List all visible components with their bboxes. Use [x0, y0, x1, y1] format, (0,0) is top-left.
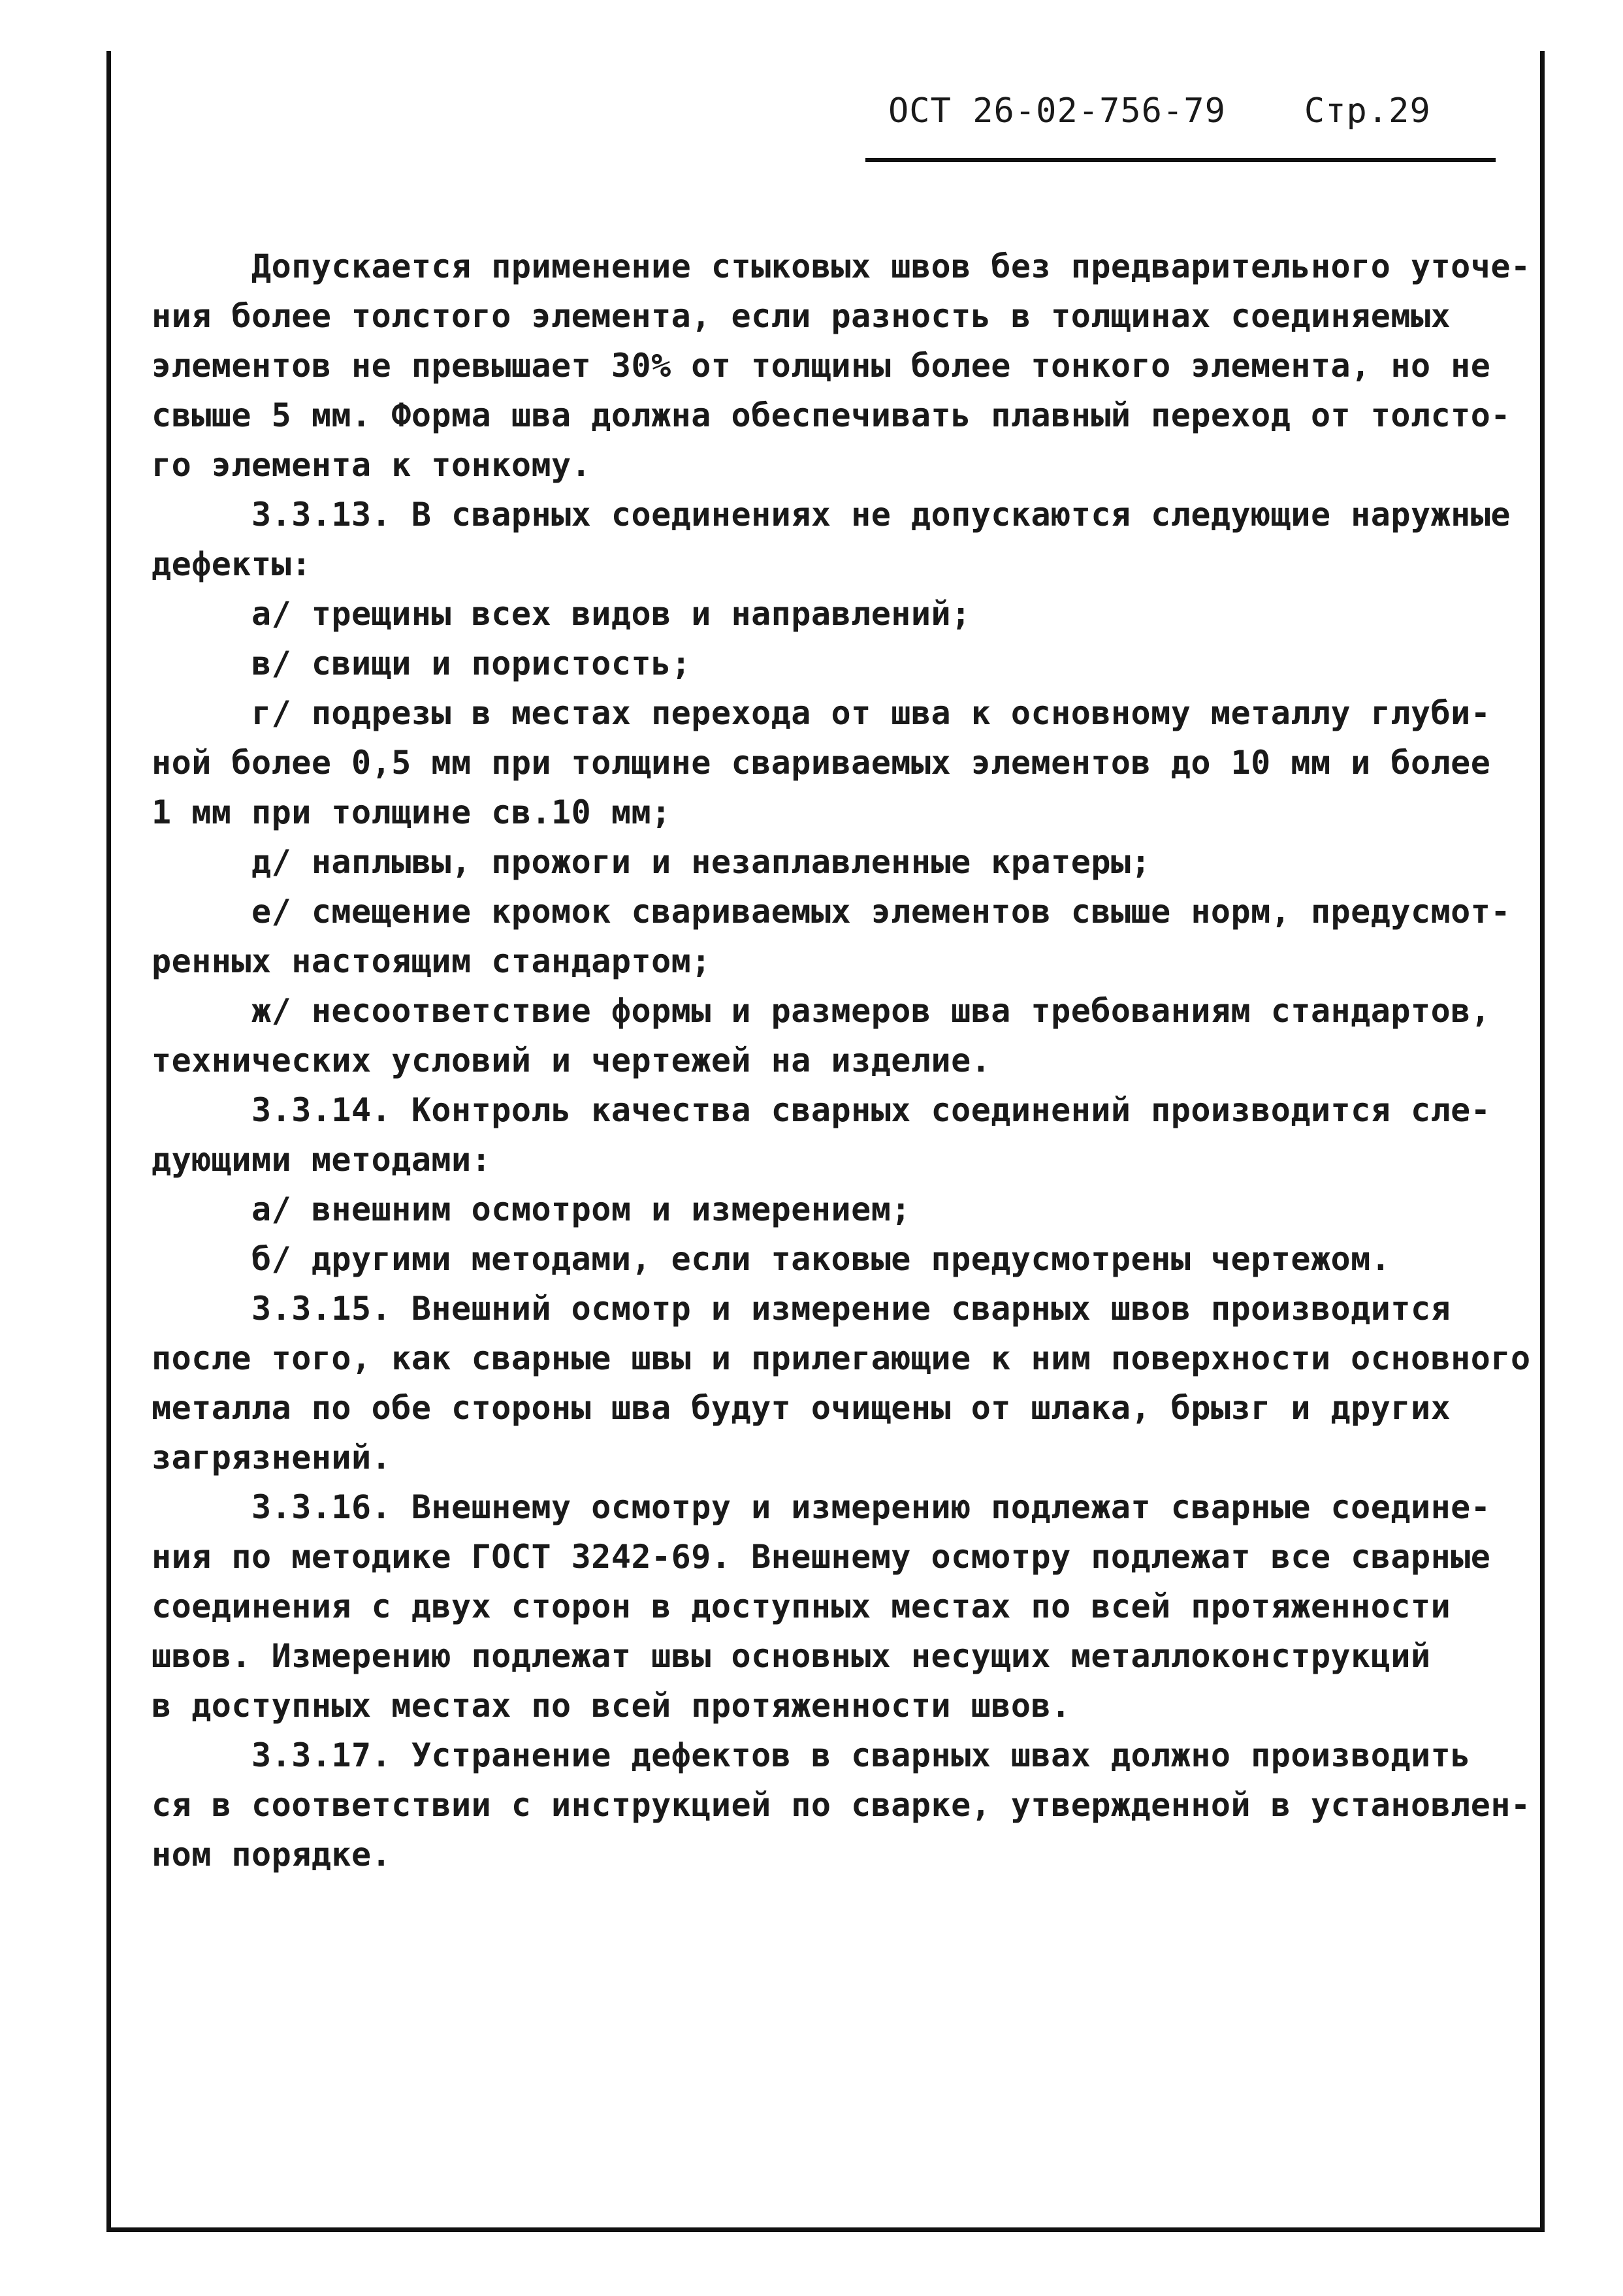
page-frame-right-border: [1540, 51, 1545, 2232]
text-line: а/ трещины всех видов и направлений;: [152, 595, 971, 633]
text-line: ся в соответствии с инструкцией по сварке, утвержденной в установлен-: [152, 1786, 1531, 1824]
text-line: дефекты:: [152, 545, 312, 583]
text-line: ния по методике ГОСТ 3242-69. Внешнему осмотру подлежат все сварные: [152, 1538, 1491, 1576]
text-line: д/ наплывы, прожоги и незаплавленные кратеры;: [152, 843, 1151, 881]
text-line: в/ свищи и пористость;: [152, 645, 692, 682]
text-line: ном порядке.: [152, 1836, 392, 1873]
header-underline: [865, 158, 1496, 162]
text-line: швов. Измерению подлежат швы основных несущих металлоконструкций: [152, 1637, 1431, 1675]
text-line: 3.3.16. Внешнему осмотру и измерению подлежат сварные соедине-: [152, 1488, 1491, 1526]
text-line: после того, как сварные швы и прилегающие к ним поверхности основного: [152, 1339, 1531, 1377]
document-body: [152, 242, 1530, 1879]
text-line: го элемента к тонкому.: [152, 446, 592, 484]
text-line: металла по обе стороны шва будут очищены от шлака, брызг и других: [152, 1389, 1451, 1427]
text-line: б/ другими методами, если таковые предусмотрены чертежом.: [152, 1240, 1391, 1278]
page-frame-bottom-border: [106, 2227, 1545, 2232]
text-line: 3.3.15. Внешний осмотр и измерение сварных швов производится: [152, 1290, 1451, 1328]
text-line: загрязнений.: [152, 1439, 392, 1476]
text-line: г/ подрезы в местах перехода от шва к основному металлу глуби-: [152, 694, 1491, 732]
text-line: е/ смещение кромок свариваемых элементов свыше норм, предусмот-: [152, 893, 1511, 931]
page-frame-left-border: [106, 51, 111, 2232]
text-line: 1 мм при толщине св.10 мм;: [152, 793, 671, 831]
text-line: ренных настоящим стандартом;: [152, 942, 711, 980]
text-line: Допускается применение стыковых швов без предварительного уточе-: [152, 247, 1531, 285]
document-code: ОСТ 26-02-756-79: [888, 91, 1226, 131]
text-line: 3.3.17. Устранение дефектов в сварных швах должно производить: [152, 1736, 1471, 1774]
text-line: а/ внешним осмотром и измерением;: [152, 1190, 911, 1228]
text-line: 3.3.14. Контроль качества сварных соединений производится сле-: [152, 1091, 1491, 1129]
text-line: в доступных местах по всей протяженности швов.: [152, 1687, 1071, 1725]
text-line: свыше 5 мм. Форма шва должна обеспечивать плавный переход от толсто-: [152, 396, 1511, 434]
text-line: ж/ несоответствие формы и размеров шва требованиям стандартов,: [152, 992, 1491, 1030]
text-line: ной более 0,5 мм при толщине свариваемых элементов до 10 мм и более: [152, 744, 1491, 782]
text-line: соединения с двух сторон в доступных местах по всей протяженности: [152, 1587, 1451, 1625]
page-header: [888, 91, 1431, 131]
text-line: дующими методами:: [152, 1141, 492, 1179]
text-line: технических условий и чертежей на изделие.: [152, 1042, 991, 1079]
text-line: элементов не превышает 30% от толщины более тонкого элемента, но не: [152, 347, 1491, 385]
text-line: 3.3.13. В сварных соединениях не допускаются следующие наружные: [152, 496, 1511, 534]
text-line: ния более толстого элемента, если разность в толщинах соединяемых: [152, 297, 1451, 335]
page-number: Стр.29: [1304, 91, 1431, 131]
